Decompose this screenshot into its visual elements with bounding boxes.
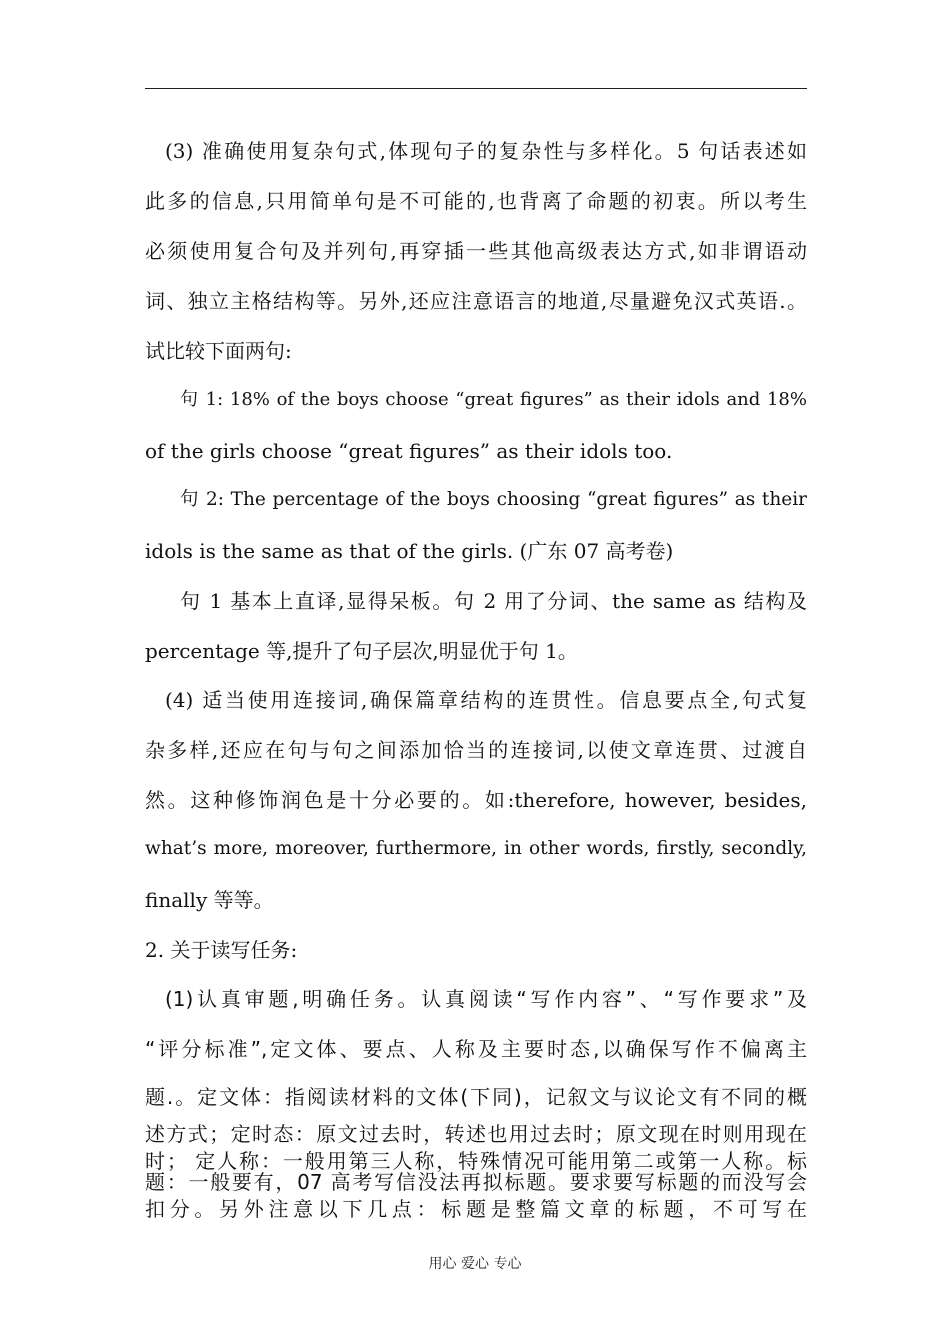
- text-line: “评分标准”,定文体、要点、人称及主要时态,以确保写作不偏离主: [145, 1037, 807, 1061]
- text-line: 然。这种修饰润色是十分必要的。如:therefore, however, besides,: [145, 788, 807, 812]
- header-rule: [145, 88, 807, 89]
- text-line: percentage 等,提升了句子层次,明显优于句 1。: [145, 639, 578, 663]
- text-line: 题.。定文体：指阅读材料的文体(下同)，记叙文与议论文有不同的概: [145, 1085, 807, 1109]
- text-line: 句 1: 18% of the boys choose “great figures” as their idols and 18%: [180, 389, 807, 410]
- text-line: 此多的信息,只用简单句是不可能的,也背离了命题的初衷。所以考生: [145, 189, 807, 213]
- section-heading: 2. 关于读写任务:: [145, 938, 298, 962]
- text-line: of the girls choose “great figures” as their idols too.: [145, 439, 673, 463]
- text-line: 句 1 基本上直译,显得呆板。句 2 用了分词、the same as 结构及: [180, 589, 807, 613]
- text-line: 扣分。另外注意以下几点：标题是整篇文章的标题，不可写在: [145, 1197, 807, 1221]
- text-line: what’s more, moreover, furthermore, in other words, firstly, secondly,: [145, 838, 807, 859]
- text-line: idols is the same as that of the girls. (广东 07 高考卷): [145, 539, 674, 563]
- text-line: 时； 定人称：一般用第三人称，特殊情况可能用第二或第一人称。标: [145, 1149, 807, 1173]
- page-footer: 用心 爱心 专心: [428, 1256, 522, 1272]
- text-line: finally 等等。: [145, 888, 274, 912]
- text-line: 杂多样,还应在句与句之间添加恰当的连接词,以使文章连贯、过渡自: [145, 738, 807, 762]
- text-line: 述方式；定时态：原文过去时，转述也用过去时；原文现在时则用现在: [145, 1122, 807, 1146]
- text-line: 题：一般要有，07 高考写信没法再拟标题。要求要写标题的而没写会: [145, 1170, 807, 1194]
- text-line: (4) 适当使用连接词,确保篇章结构的连贯性。信息要点全,句式复: [165, 688, 807, 712]
- text-line: 词、独立主格结构等。另外,还应注意语言的地道,尽量避免汉式英语.。: [145, 289, 807, 313]
- text-line: 句 2: The percentage of the boys choosing “great figures” as their: [180, 489, 807, 510]
- text-line: 试比较下面两句:: [145, 339, 292, 363]
- text-line: (1)认真审题,明确任务。认真阅读“写作内容”、“写作要求”及: [165, 987, 807, 1011]
- text-line: (3) 准确使用复杂句式,体现句子的复杂性与多样化。5 句话表述如: [165, 139, 807, 163]
- text-line: 必须使用复合句及并列句,再穿插一些其他高级表达方式,如非谓语动: [145, 239, 807, 263]
